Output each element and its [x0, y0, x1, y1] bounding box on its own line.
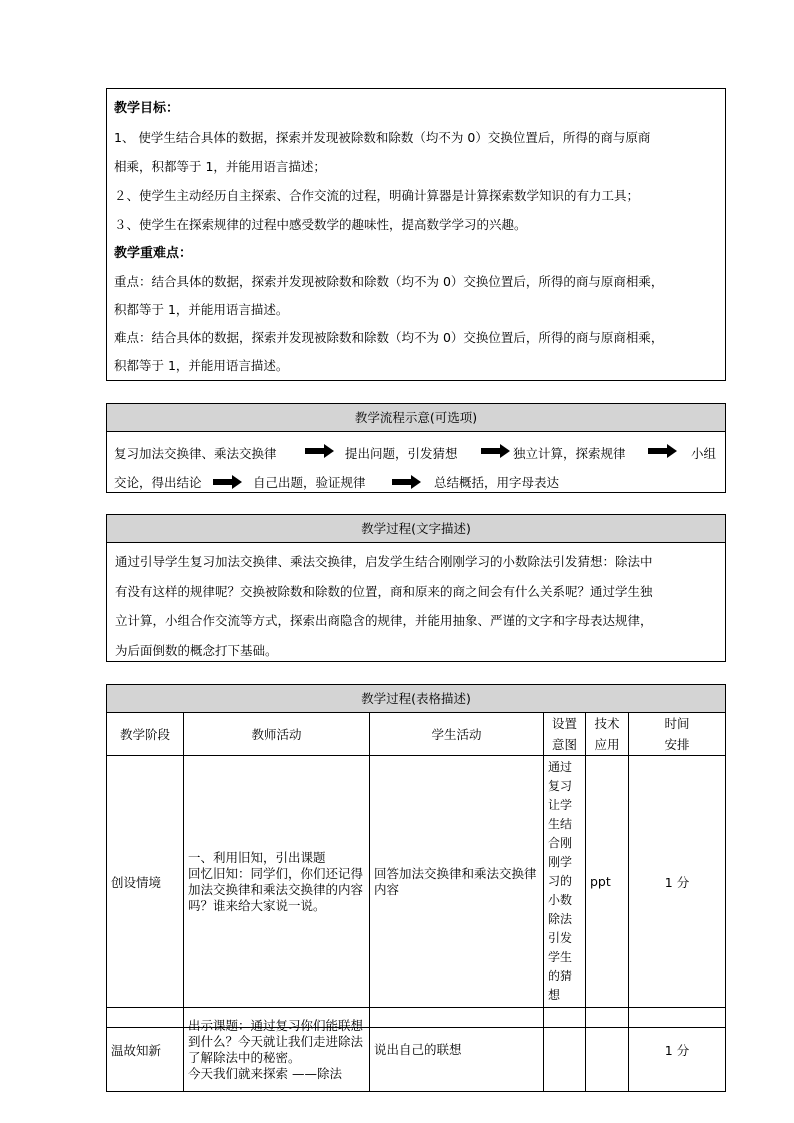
right-arrow-icon	[481, 444, 511, 458]
cell-tech: ppt	[586, 756, 629, 1008]
process-text-body	[107, 543, 725, 665]
col-header-teacher: 教师活动	[184, 713, 370, 756]
cell-time: 1 分	[629, 1008, 726, 1092]
right-arrow-icon	[648, 444, 678, 458]
process-text-line: 有没有这样的规律呢？交换被除数和除数的位置，商和原来的商之间会有什么关系呢？通过学生独	[115, 583, 653, 599]
cell-student: 回答加法交换律和乘法交换律内容	[370, 756, 544, 1008]
goal-item-3: ３、使学生在探索规律的过程中感受数学的趣味性，提高数学学习的兴趣。	[114, 217, 527, 232]
right-arrow-icon	[305, 444, 335, 458]
key-point-line-2: 积都等于 1，并能用语言描述。	[114, 302, 289, 317]
teaching-flow-section	[106, 403, 726, 493]
goals-heading: 教学目标：	[114, 101, 180, 116]
col-header-tech: 技术 应用	[586, 713, 629, 756]
flow-step-4: 小组	[691, 446, 717, 461]
right-arrow-icon	[392, 475, 422, 489]
table-row	[107, 756, 726, 1008]
process-text-section	[106, 514, 726, 662]
goal-item-2: ２、使学生主动经历自主探索、合作交流的过程，明确计算器是计算探索数学知识的有力工具；	[114, 188, 640, 203]
key-points-heading: 教学重难点：	[114, 246, 193, 261]
col-header-stage: 教学阶段	[107, 713, 184, 756]
cell-stage: 温故知新	[107, 1008, 184, 1092]
flow-header: 教学流程示意(可选项)	[107, 404, 725, 432]
col-header-time: 时间 安排	[629, 713, 726, 756]
cell-design	[544, 1008, 586, 1092]
process-table-header: 教学过程(表格描述)	[107, 685, 725, 713]
process-text-line: 通过引导学生复习加法交换律、乘法交换律，启发学生结合刚刚学习的小数除法引发猜想：除法中	[115, 554, 653, 569]
process-text-line: 立计算，小组合作交流等方式，探索出商隐含的规律，并能用抽象、严谨的文字和字母表达规律，	[115, 613, 653, 628]
flow-step-1: 复习加法交换律、乘法交换律	[114, 446, 277, 461]
flow-step-6: 总结概括，用字母表达	[434, 475, 560, 490]
teaching-goals-section	[106, 88, 726, 381]
flow-step-4-cont: 交论，得出结论	[114, 475, 202, 490]
process-table-section	[106, 684, 726, 1081]
cell-student: 说出自己的联想	[370, 1008, 544, 1092]
table-row	[107, 1008, 726, 1092]
cell-stage: 创设情境	[107, 756, 184, 1008]
goal-item-1b: 相乘，积都等于 1，并能用语言描述；	[114, 159, 326, 174]
cell-teacher: 一、利用旧知，引出课题 回忆旧知：同学们，你们还记得加法交换律和乘法交换律的内容吗？谁来给大家说一说。	[184, 756, 370, 1008]
col-header-design: 设置 意图	[544, 713, 586, 756]
cell-tech	[586, 1008, 629, 1092]
difficulty-line-2: 积都等于 1，并能用语言描述。	[114, 358, 289, 373]
flow-step-3: 独立计算，探索规律	[513, 446, 626, 461]
difficulty-line-1: 难点：结合具体的数据，探索并发现被除数和除数（均不为 0）交换位置后，所得的商与原商相乘，	[114, 330, 664, 345]
cell-time: 1 分	[629, 756, 726, 1008]
cell-teacher: 出示课题：通过复习你们能联想到什么？今天就让我们走进除法了解除法中的秘密。 今天我们就来探索 ——除法	[184, 1008, 370, 1092]
cell-design: 通过复习让学生结合刚刚学习的小数除法引发学生的猜想	[544, 756, 586, 1008]
key-point-line-1: 重点：结合具体的数据，探索并发现被除数和除数（均不为 0）交换位置后，所得的商与原商相乘，	[114, 274, 664, 289]
process-text-header: 教学过程(文字描述)	[107, 515, 725, 543]
flow-step-5: 自己出题，验证规律	[253, 475, 366, 490]
table-header-row	[107, 713, 726, 756]
process-text-line: 为后面倒数的概念打下基础。	[115, 642, 278, 658]
process-table	[106, 712, 726, 1092]
goal-item-1a: 1、 使学生结合具体的数据，探索并发现被除数和除数（均不为 0）交换位置后，所得的商与原商	[114, 130, 651, 145]
col-header-student: 学生活动	[370, 713, 544, 756]
flow-step-2: 提出问题，引发猜想	[345, 446, 458, 461]
right-arrow-icon	[213, 475, 243, 489]
